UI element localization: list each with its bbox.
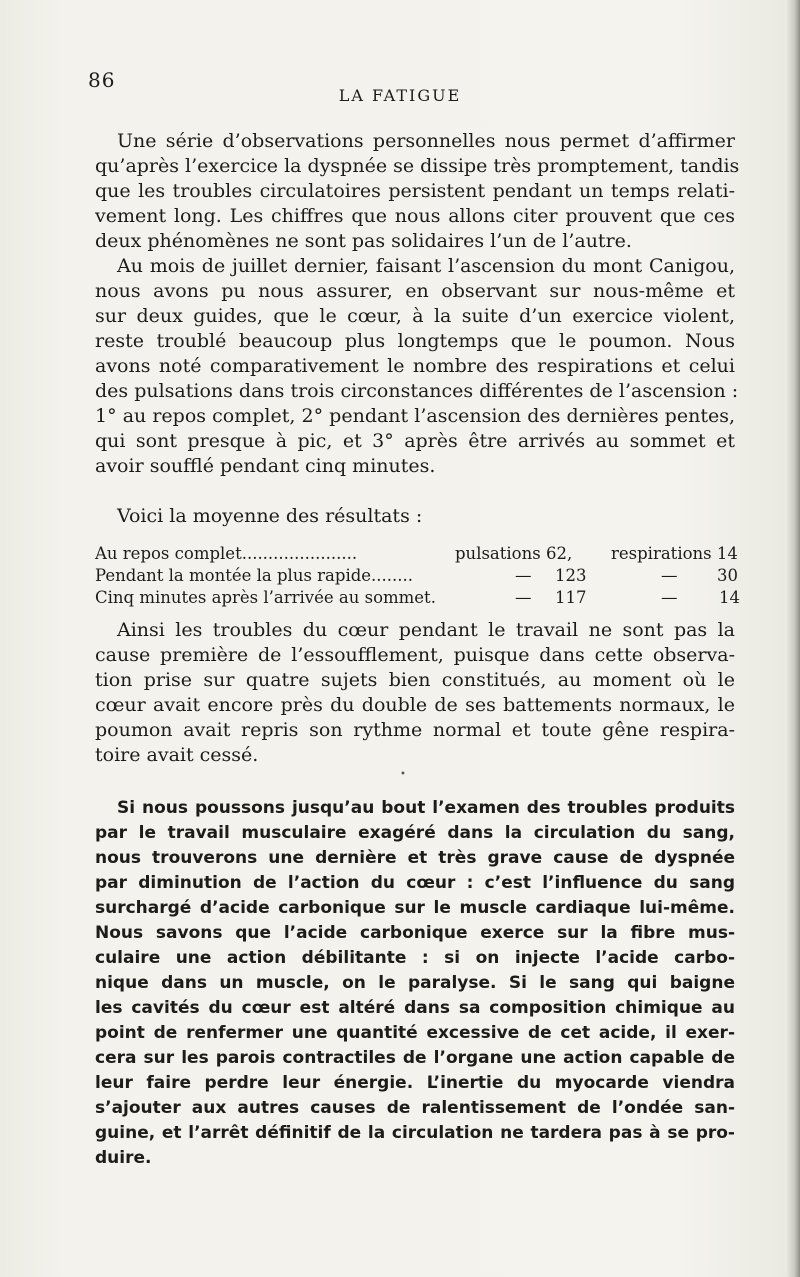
table-row [95,566,738,588]
text-line: qui sont presque à pic, et 3° après être arrivés au sommet et [95,430,735,452]
table-row-ditto-mark: — [515,566,532,585]
page-edge-shadow [786,0,800,1277]
text-line: guine, et l’arrêt définitif de la circulation ne tardera pas à se pro- [95,1123,735,1143]
table-row [95,544,738,566]
table-row-label: Cinq minutes après l’arrivée au sommet. [95,588,436,607]
table-row-respirations: respirations 14 [611,544,738,563]
text-line: Voici la moyenne des résultats : [117,505,423,527]
text-line: Si nous poussons jusqu’au bout l’examen des troubles produits [117,798,735,818]
text-line: avoir soufflé pendant cinq minutes. [95,455,436,477]
text-line: culaire une action débilitante : si on injecte l’acide carbo- [95,948,735,968]
table-row-pulsations: 123 [555,566,587,585]
text-line: leur faire perdre leur énergie. L’inertie du myocarde viendra [95,1073,735,1093]
text-line: surchargé d’acide carbonique sur le muscle cardiaque lui-même. [95,898,735,918]
text-line: duire. [95,1148,152,1168]
text-line: que les troubles circulatoires persistent pendant un temps relati- [95,180,735,202]
section-separator-mark: • [400,769,406,780]
table-row-ditto-mark: — [515,588,532,607]
text-line: vement long. Les chiffres que nous allons citer prouvent que ces [95,205,735,227]
text-line: tion prise sur quatre sujets bien constitués, au moment où le [95,669,735,691]
text-line: deux phénomènes ne sont pas solidaires l’un de l’autre. [95,230,632,252]
table-row-ditto-mark: — [661,566,678,585]
text-line: nique dans un muscle, on le paralyse. Si le sang qui baigne [95,973,735,993]
running-title: LA FATIGUE [338,86,462,105]
table-row-label: Au repos complet...................... [95,544,358,563]
text-line: cause première de l’essoufflement, puisque dans cette observa- [95,644,735,666]
text-line: Nous savons que l’acide carbonique exerce sur la fibre mus- [95,923,735,943]
text-line: 1° au repos complet, 2° pendant l’ascension des dernières pentes, [95,405,735,427]
text-line: avons noté comparativement le nombre des respirations et celui [95,355,735,377]
text-line: nous avons pu nous assurer, en observant sur nous-même et [95,280,735,302]
text-line: par diminution de l’action du cœur : c’est l’influence du sang [95,873,735,893]
text-line: cœur avait encore près du double de ses battements normaux, le [95,694,735,716]
text-line: reste troublé beaucoup plus longtemps que le poumon. Nous [95,330,735,352]
table-row-label: Pendant la montée la plus rapide........ [95,566,414,585]
text-line: Ainsi les troubles du cœur pendant le travail ne sont pas la [117,619,735,641]
page-number: 86 [88,68,116,92]
table-row-respirations: 30 [717,566,738,585]
text-line: Une série d’observations personnelles nous permet d’affirmer [117,130,735,152]
table-row-ditto-mark: — [661,588,678,607]
text-line: poumon avait repris son rythme normal et toute gêne respira- [95,719,735,741]
text-line: par le travail musculaire exagéré dans la circulation du sang, [95,823,735,843]
text-line: nous trouverons une dernière et très grave cause de dyspnée [95,848,735,868]
table-row-respirations: 14 [719,588,740,607]
table-row-pulsations: 117 [555,588,587,607]
table-row-pulsations: pulsations 62, [455,544,573,563]
text-line: des pulsations dans trois circonstances différentes de l’ascension : [95,380,739,402]
text-line: Au mois de juillet dernier, faisant l’ascension du mont Canigou, [117,255,735,277]
text-line: les cavités du cœur est altéré dans sa composition chimique au [95,998,735,1018]
text-line: toire avait cessé. [95,744,259,766]
text-line: sur deux guides, que le cœur, à la suite d’un exercice violent, [95,305,735,327]
text-line: cera sur les parois contractiles de l’organe une action capable de [95,1048,735,1068]
text-line: qu’après l’exercice la dyspnée se dissipe très promptement, tandis [95,155,740,177]
text-line: point de renfermer une quantité excessive de cet acide, il exer- [95,1023,735,1043]
table-row [95,588,740,610]
text-line: s’ajouter aux autres causes de ralentissement de l’ondée san- [95,1098,735,1118]
